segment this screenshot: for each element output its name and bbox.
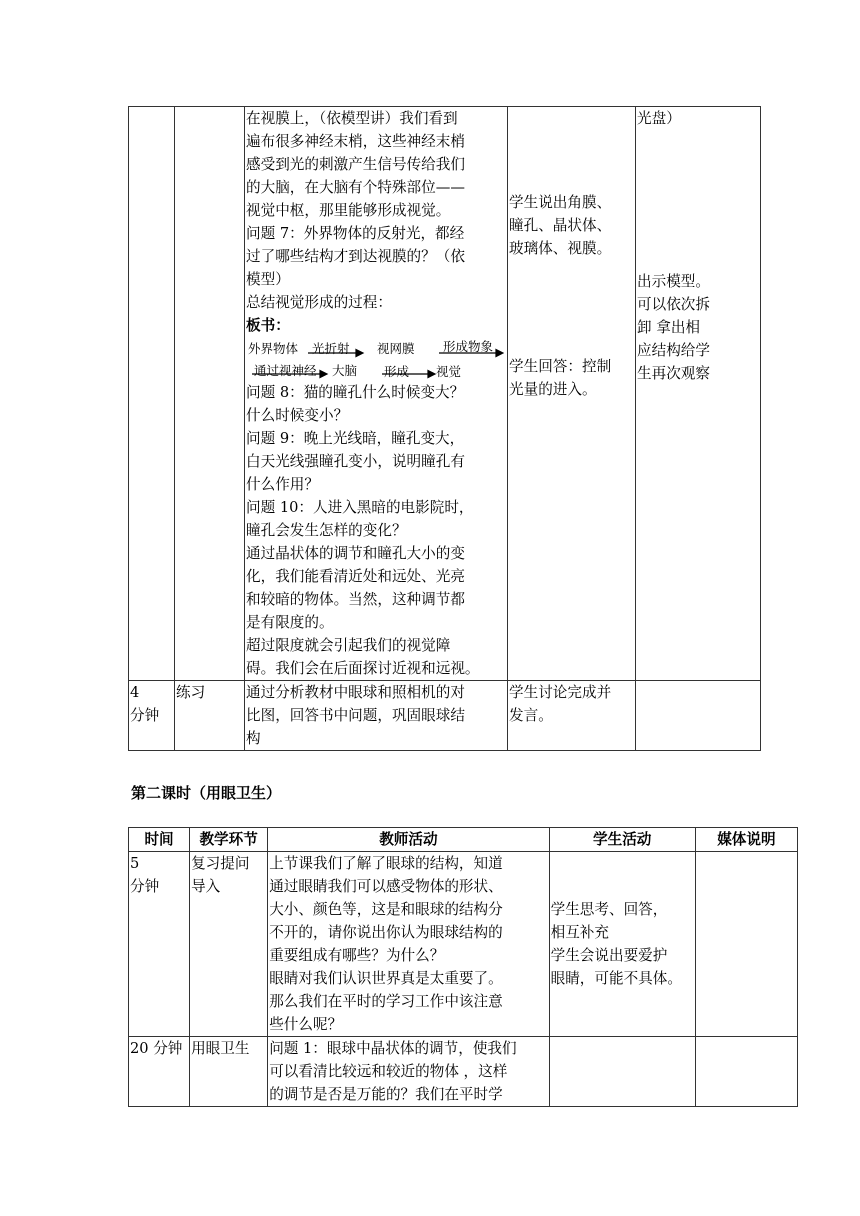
text-line: 白天光线强瞳孔变小，说明瞳孔有 xyxy=(246,453,465,470)
text-line: 眼睛对我们认识世界真是太重要了。 xyxy=(269,970,503,987)
text-line: 比图，回答书中问题，巩固眼球结 xyxy=(246,707,465,724)
stage-label: 用眼卫生 xyxy=(191,1040,250,1057)
text-line: 遍布很多神经末梢，这些神经末梢 xyxy=(246,133,465,150)
text-line: 问题 8：猫的瞳孔什么时候变大？ xyxy=(246,384,465,401)
time-cell xyxy=(129,681,175,751)
text-line: 视觉中枢，那里能够形成视觉。 xyxy=(246,202,451,219)
student-activity-cell xyxy=(508,107,636,681)
time-unit: 分钟 xyxy=(130,878,160,895)
text-line: 可以看清比较远和较近的物体 ，这样 xyxy=(269,1063,508,1080)
text-line: 出示模型。 xyxy=(637,273,710,290)
time-value: 20 分钟 xyxy=(130,1040,183,1057)
text-line: 玻璃体、视膜。 xyxy=(509,240,612,257)
text-line: 学生说出角膜、 xyxy=(509,194,612,211)
text-line: 瞳孔会发生怎样的变化？ xyxy=(246,522,407,539)
text-line: 的调节是否是万能的？我们在平时学 xyxy=(269,1086,503,1103)
text-line: 碍。我们会在后面探讨近视和远视。 xyxy=(246,660,480,677)
text-line: 学生会说出要爱护 xyxy=(550,947,668,964)
student-activity-cell xyxy=(549,852,695,1037)
text-line: 通过眼睛我们可以感受物体的形状、 xyxy=(269,878,503,895)
time-value: 5 xyxy=(130,855,140,872)
stage-cell xyxy=(175,107,245,681)
media-cell xyxy=(695,1037,797,1107)
text-line: 些什么呢？ xyxy=(269,1016,343,1033)
text-line: 大小、颜色等，这是和眼球的结构分 xyxy=(269,901,503,918)
text-line: 在视膜上，（依模型讲）我们看到 xyxy=(246,110,458,127)
teacher-activity-cell xyxy=(245,681,508,751)
stage-cell xyxy=(190,1037,268,1107)
stage-label: 导入 xyxy=(191,878,221,895)
table-row xyxy=(129,852,798,1037)
section-heading: 第二课时（用眼卫生） xyxy=(131,784,282,802)
table-header-row xyxy=(129,828,798,852)
text-line: 应结构给学 xyxy=(637,342,710,359)
text-line: 问题 10：人进入黑暗的电影院时， xyxy=(246,499,474,516)
text-line: 学生讨论完成并 xyxy=(509,684,612,701)
teacher-activity-cell xyxy=(268,852,549,1037)
column-header-teacher: 教师活动 xyxy=(268,828,549,852)
text-line: 眼睛，可能不具体。 xyxy=(550,970,682,987)
text-line: 感受到光的刺激产生信号传给我们 xyxy=(246,156,465,173)
text-line: 学生思考、回答， xyxy=(550,901,668,918)
text-line: 卸 拿出相 xyxy=(637,319,701,336)
student-activity-cell xyxy=(508,681,636,751)
table-row xyxy=(129,107,761,681)
flow-node: 视网膜 xyxy=(377,341,415,356)
flow-node: 光折射 xyxy=(312,341,350,356)
text-line: 重要组成有哪些？为什么？ xyxy=(269,947,445,964)
text-line: 的大脑，在大脑有个特殊部位—— xyxy=(246,179,465,196)
stage-label: 复习提问 xyxy=(191,855,250,872)
text-line: 相互补充 xyxy=(550,924,609,941)
text-line: 总结视觉形成的过程： xyxy=(246,294,392,311)
board-label: 板书： xyxy=(246,317,290,334)
media-cell xyxy=(695,852,797,1037)
text-line: 发言。 xyxy=(509,707,553,724)
media-cell xyxy=(636,681,761,751)
text-line: 化，我们能看清近处和远处、光亮 xyxy=(246,568,465,585)
table-row xyxy=(129,1037,798,1107)
time-cell xyxy=(129,852,190,1037)
lesson-table-1 xyxy=(128,106,761,751)
lesson-table-2 xyxy=(128,827,798,1107)
table-row xyxy=(129,681,761,751)
stage-cell xyxy=(175,681,245,751)
text-line: 那么我们在平时的学习工作中该注意 xyxy=(269,993,503,1010)
text-line: 通过分析教材中眼球和照相机的对 xyxy=(246,684,465,701)
text-line: 过了哪些结构才到达视膜的？（依 xyxy=(246,248,465,265)
text-line: 问题 9：晚上光线暗，瞳孔变大， xyxy=(246,430,465,447)
text-line: 是有限度的。 xyxy=(246,614,334,631)
text-line: 可以依次拆 xyxy=(637,296,710,313)
stage-label: 练习 xyxy=(176,684,206,701)
text-line: 超过限度就会引起我们的视觉障 xyxy=(246,637,451,654)
text-line: 问题 1：眼球中晶状体的调节，使我们 xyxy=(269,1040,517,1057)
text-line: 学生回答：控制 xyxy=(509,358,612,375)
column-header-student: 学生活动 xyxy=(549,828,695,852)
column-header-stage: 教学环节 xyxy=(190,828,268,852)
text-line: 上节课我们了解了眼球的结构，知道 xyxy=(269,855,503,872)
flow-node: 形成物象 xyxy=(443,339,494,354)
text-line: 光盘） xyxy=(637,110,681,127)
text-line: 模型） xyxy=(246,271,290,288)
text-line: 什么时候变小？ xyxy=(246,407,349,424)
flow-node: 大脑 xyxy=(332,363,358,378)
teacher-activity-cell xyxy=(268,1037,549,1107)
vision-flow-diagram xyxy=(246,337,504,381)
time-cell xyxy=(129,1037,190,1107)
text-line: 构 xyxy=(246,730,261,747)
stage-cell xyxy=(190,852,268,1037)
time-unit: 分钟 xyxy=(130,707,160,724)
column-header-media: 媒体说明 xyxy=(695,828,797,852)
text-line: 不开的，请你说出你认为眼球结构的 xyxy=(269,924,503,941)
flow-node: 外界物体 xyxy=(248,341,299,356)
flow-node: 形成 xyxy=(384,364,410,379)
time-value: 4 xyxy=(130,684,140,701)
text-line: 生再次观察 xyxy=(637,365,710,382)
time-cell xyxy=(129,107,175,681)
text-line: 问题 7：外界物体的反射光，都经 xyxy=(246,225,465,242)
teacher-activity-cell xyxy=(245,107,508,681)
column-header-time: 时间 xyxy=(129,828,190,852)
text-line: 瞳孔、晶状体、 xyxy=(509,217,612,234)
flow-node: 通过视神经 xyxy=(254,363,317,378)
text-line: 通过晶状体的调节和瞳孔大小的变 xyxy=(246,545,465,562)
text-line: 和较暗的物体。当然，这种调节都 xyxy=(246,591,465,608)
text-line: 光量的进入。 xyxy=(509,381,597,398)
student-activity-cell xyxy=(549,1037,695,1107)
media-cell xyxy=(636,107,761,681)
text-line: 什么作用？ xyxy=(246,476,319,493)
flow-node: 视觉 xyxy=(436,364,462,379)
